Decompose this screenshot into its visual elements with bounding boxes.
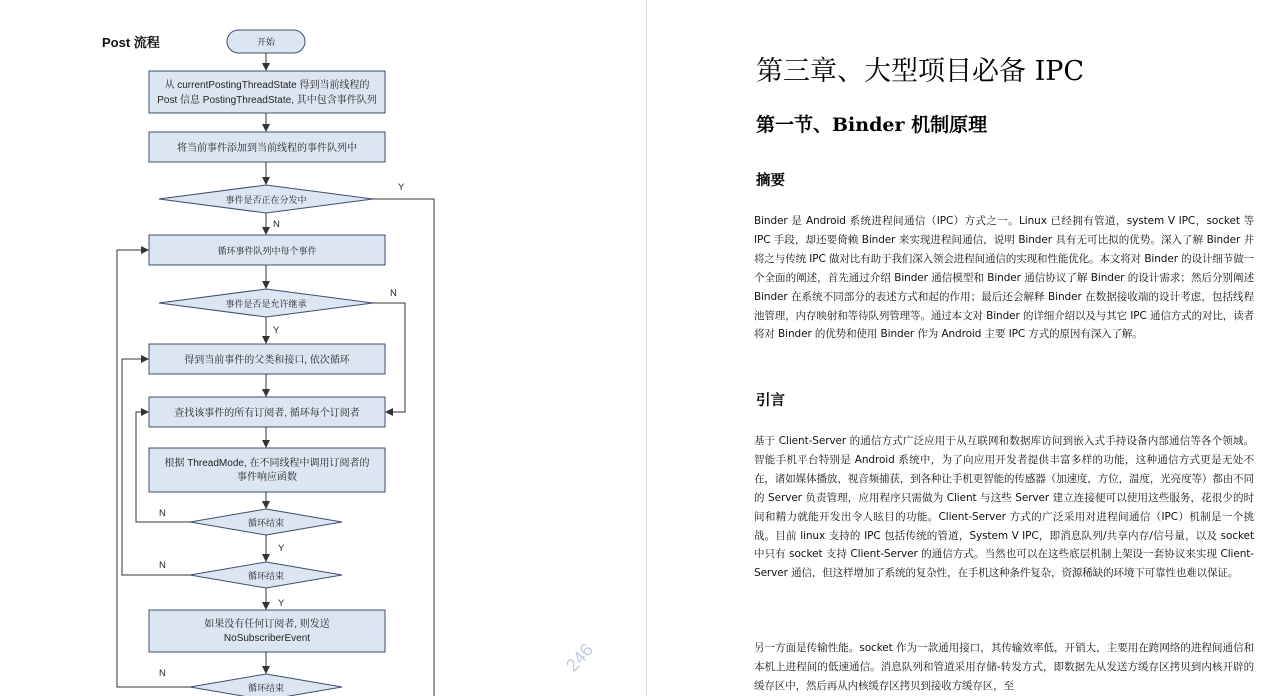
step-get-posting-state (149, 71, 385, 113)
decision1-no: N (273, 219, 280, 230)
step2-label: 将当前事件添加到当前线程的事件队列中 (177, 143, 357, 154)
loop-end-2-label: 循环结束 (247, 571, 285, 581)
step3-label: 循环事件队列中每个事件 (217, 246, 317, 256)
loop-end-2-yes: Y (278, 598, 285, 609)
step-no-subscriber-event (149, 610, 385, 652)
loop-end-1-yes: Y (278, 543, 285, 554)
step-invoke-subscriber (149, 448, 385, 492)
section-title: 第一节、Binder 机制原理 (756, 114, 988, 136)
loop-end-3-label: 循环结束 (247, 683, 285, 693)
step4-label: 得到当前事件的父类和接口, 依次循环 (184, 355, 350, 366)
abstract-paragraph: Binder 是 Android 系统进程间通信（IPC）方式之一。Linux 已经拥有管道，system V IPC，socket 等 IPC 手段，却还要倚赖 Binder 来实现进程间通信，说明 Binder 具有无可比拟的优势。深入了解 Binder 并将之与传统 IPC 做对比有助于我们深入领会进程间通信的实现和性能优化。本文将对 Binder 的设计细节做一个全面的阐述，首先通过介绍 Binder 通信模型和 Binder 通信协议了解 Binder 的设计需求；然后分别阐述 Binder 在系统不同部分的表述方式和起的作用；最后还会解释 Binder 在数据接收端的设计考虑，包括线程池管理，内存映射和等待队列管理等。通过本文对 Binder 的详细介绍以及与其它 IPC 通信方式的对比，读者将对 Binder 的优势和使用 Binder 作为 Android 主要 IPC 方式的原因有深入了解。 (754, 215, 1254, 341)
chapter-title: 第三章、大型项目必备 IPC (756, 56, 1085, 87)
step7-line1: 如果没有任何订阅者, 则发送 (204, 619, 330, 630)
right-page-document (648, 0, 1267, 696)
step5-label: 查找该事件的所有订阅者, 循环每个订阅者 (174, 408, 360, 419)
step7-line2: NoSubscriberEvent (223, 633, 311, 644)
decision1-yes: Y (398, 182, 405, 193)
flowchart-title: Post 流程 (102, 35, 160, 50)
abstract-heading: 摘要 (756, 173, 785, 189)
step1-line1: 从 currentPostingThreadState 得到当前线程的 (164, 80, 370, 91)
step1-line2: Post 信息 PostingThreadState, 其中包含事件队列 (157, 95, 377, 106)
step6-line2: 事件响应函数 (237, 472, 297, 483)
loop-end-3-no: N (159, 668, 166, 679)
decision2-yes: Y (273, 325, 280, 336)
watermark: 246 (562, 639, 597, 676)
page-divider (646, 0, 647, 696)
step6-line1: 根据 ThreadMode, 在不同线程中调用订阅者的 (164, 458, 370, 469)
loop-end-2-no: N (159, 560, 166, 571)
intro-heading: 引言 (756, 393, 785, 409)
decision2-label: 事件是否是允许继承 (225, 299, 307, 309)
start-label: 开始 (256, 37, 276, 47)
decision2-no: N (390, 288, 397, 299)
loop-end-1-no: N (159, 508, 166, 519)
loop-end-1-label: 循环结束 (247, 518, 285, 528)
intro-paragraph-1: 基于 Client-Server 的通信方式广泛应用于从互联网和数据库访问到嵌入式手持设备内部通信等各个领域。智能手机平台特别是 Android 系统中，为了向应用开发者提供丰富多样的功能，这种通信方式更是无处不在，诸如媒体播放，视音频捕获，到各种让手机更智能的传感器（加速度，方位，温度，光亮度等）都由不同的 Server 负责管理，应用程序只需做为 Client 与这些 Server 建立连接便可以使用这些服务，花很少的时间和精力就能开发出令人眩目的功能。Client-Server 方式的广泛采用对进程间通信（IPC）机制是一个挑战。目前 linux 支持的 IPC 包括传统的管道，System V IPC，即消息队列/共享内存/信号量，以及 socket 中只有 socket 支持 Client-Server 的通信方式。当然也可以在这些底层机制上架设一套协议来实现 Client-Server 通信，但这样增加了系统的复杂性，在手机这种条件复杂，资源稀缺的环境下可靠性也难以保证。 (754, 435, 1254, 580)
intro-paragraph-2: 另一方面是传输性能。socket 作为一款通用接口，其传输效率低，开销大，主要用在跨网络的进程间通信和本机上进程间的低速通信。消息队列和管道采用存储-转发方式，即数据先从发送方缓存区拷贝到内核开辟的缓存区中，然后再从内核缓存区拷贝到接收方缓存区，至 (754, 642, 1254, 692)
decision1-label: 事件是否正在分发中 (225, 195, 307, 205)
